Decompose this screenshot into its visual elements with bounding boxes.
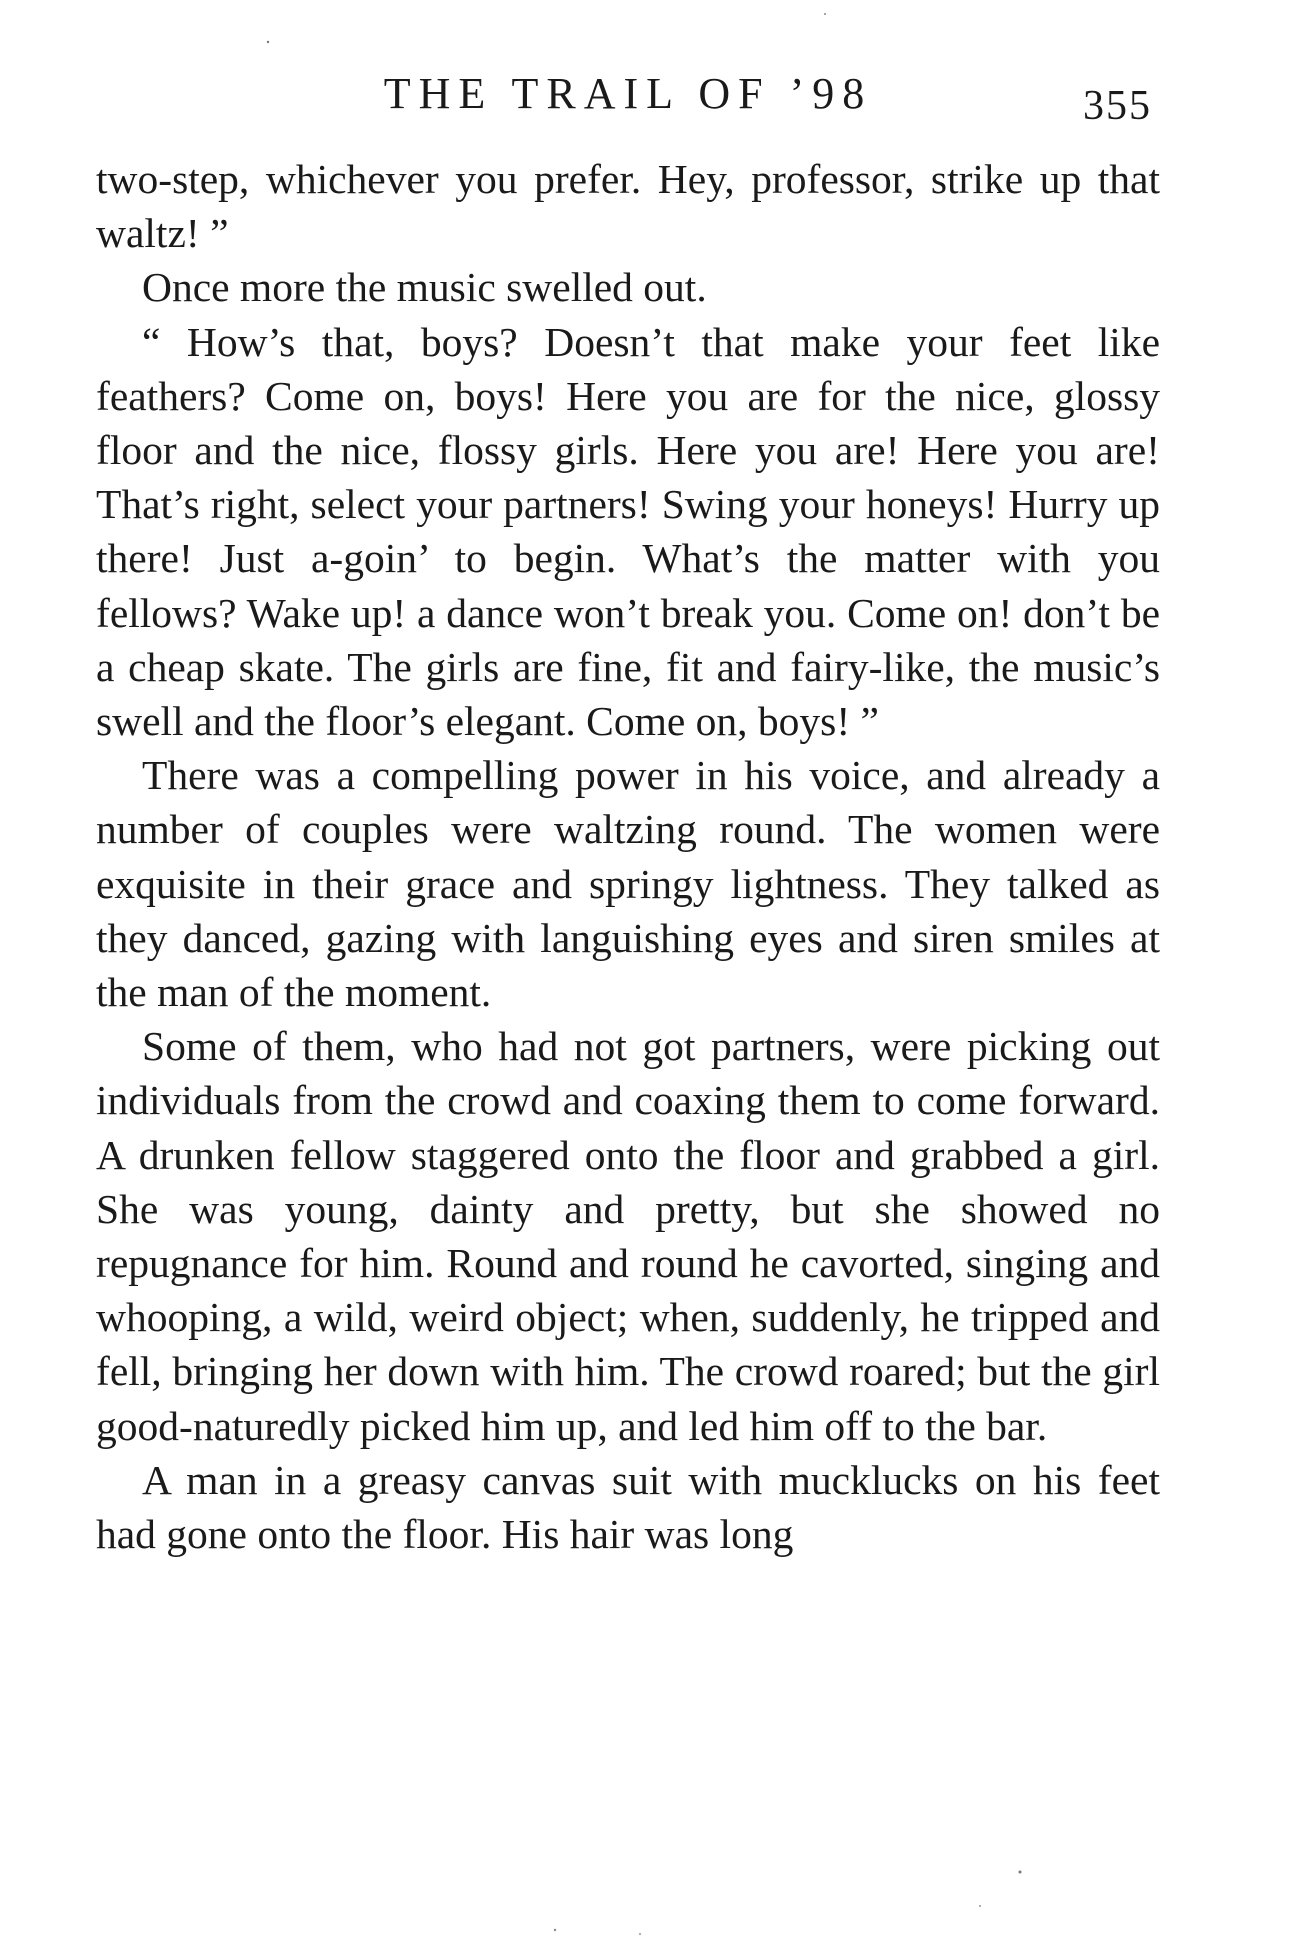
running-title: THE TRAIL OF ’98	[383, 69, 873, 118]
paragraph: A man in a greasy canvas suit with mucklucks on his feet had gone onto the floor. His hair was long	[96, 1456, 1160, 1558]
paragraph: “ How’s that, boys? Doesn’t that make your feet like feathers? Come on, boys! Here you are for the nice, glossy floor and the nice, flossy girls. Here you are! Here you are! That’s right, select your partners! Swing your honeys! Hurry up there! Just a-goin’ to begin. What’s the matter with you fellows? Wake up! a dance won’t break you. Come on! don’t be a cheap skate. The girls are fine, fit and fairy-like, the music’s swell and the floor’s elegant. Come on, boys! ”	[96, 318, 1160, 745]
paragraph: Some of them, who had not got partners, were picking out individuals from the crowd and coaxing them to come forward. A drunken fellow staggered onto the floor and grabbed a girl. She was young, dainty and pretty, but she showed no repugnance for him. Round and round he cavorted, singing and whooping, a wild, weird object; when, suddenly, he tripped and fell, bringing her down with him. The crowd roared; but the girl good-naturedly picked him up, and led him off to the bar.	[96, 1023, 1160, 1449]
page-number: 355	[1083, 83, 1152, 129]
body-text	[96, 152, 1160, 1561]
paragraph: two-step, whichever you prefer. Hey, professor, strike up that waltz! ”	[96, 156, 1160, 257]
paragraph: Once more the music swelled out.	[142, 264, 707, 311]
paragraph: There was a compelling power in his voice, and already a number of couples were waltzing round. The women were exquisite in their grace and springy lightness. They talked as they danced, gazing with languishing eyes and siren smiles at the man of the moment.	[96, 752, 1160, 1016]
running-head	[96, 68, 1160, 128]
